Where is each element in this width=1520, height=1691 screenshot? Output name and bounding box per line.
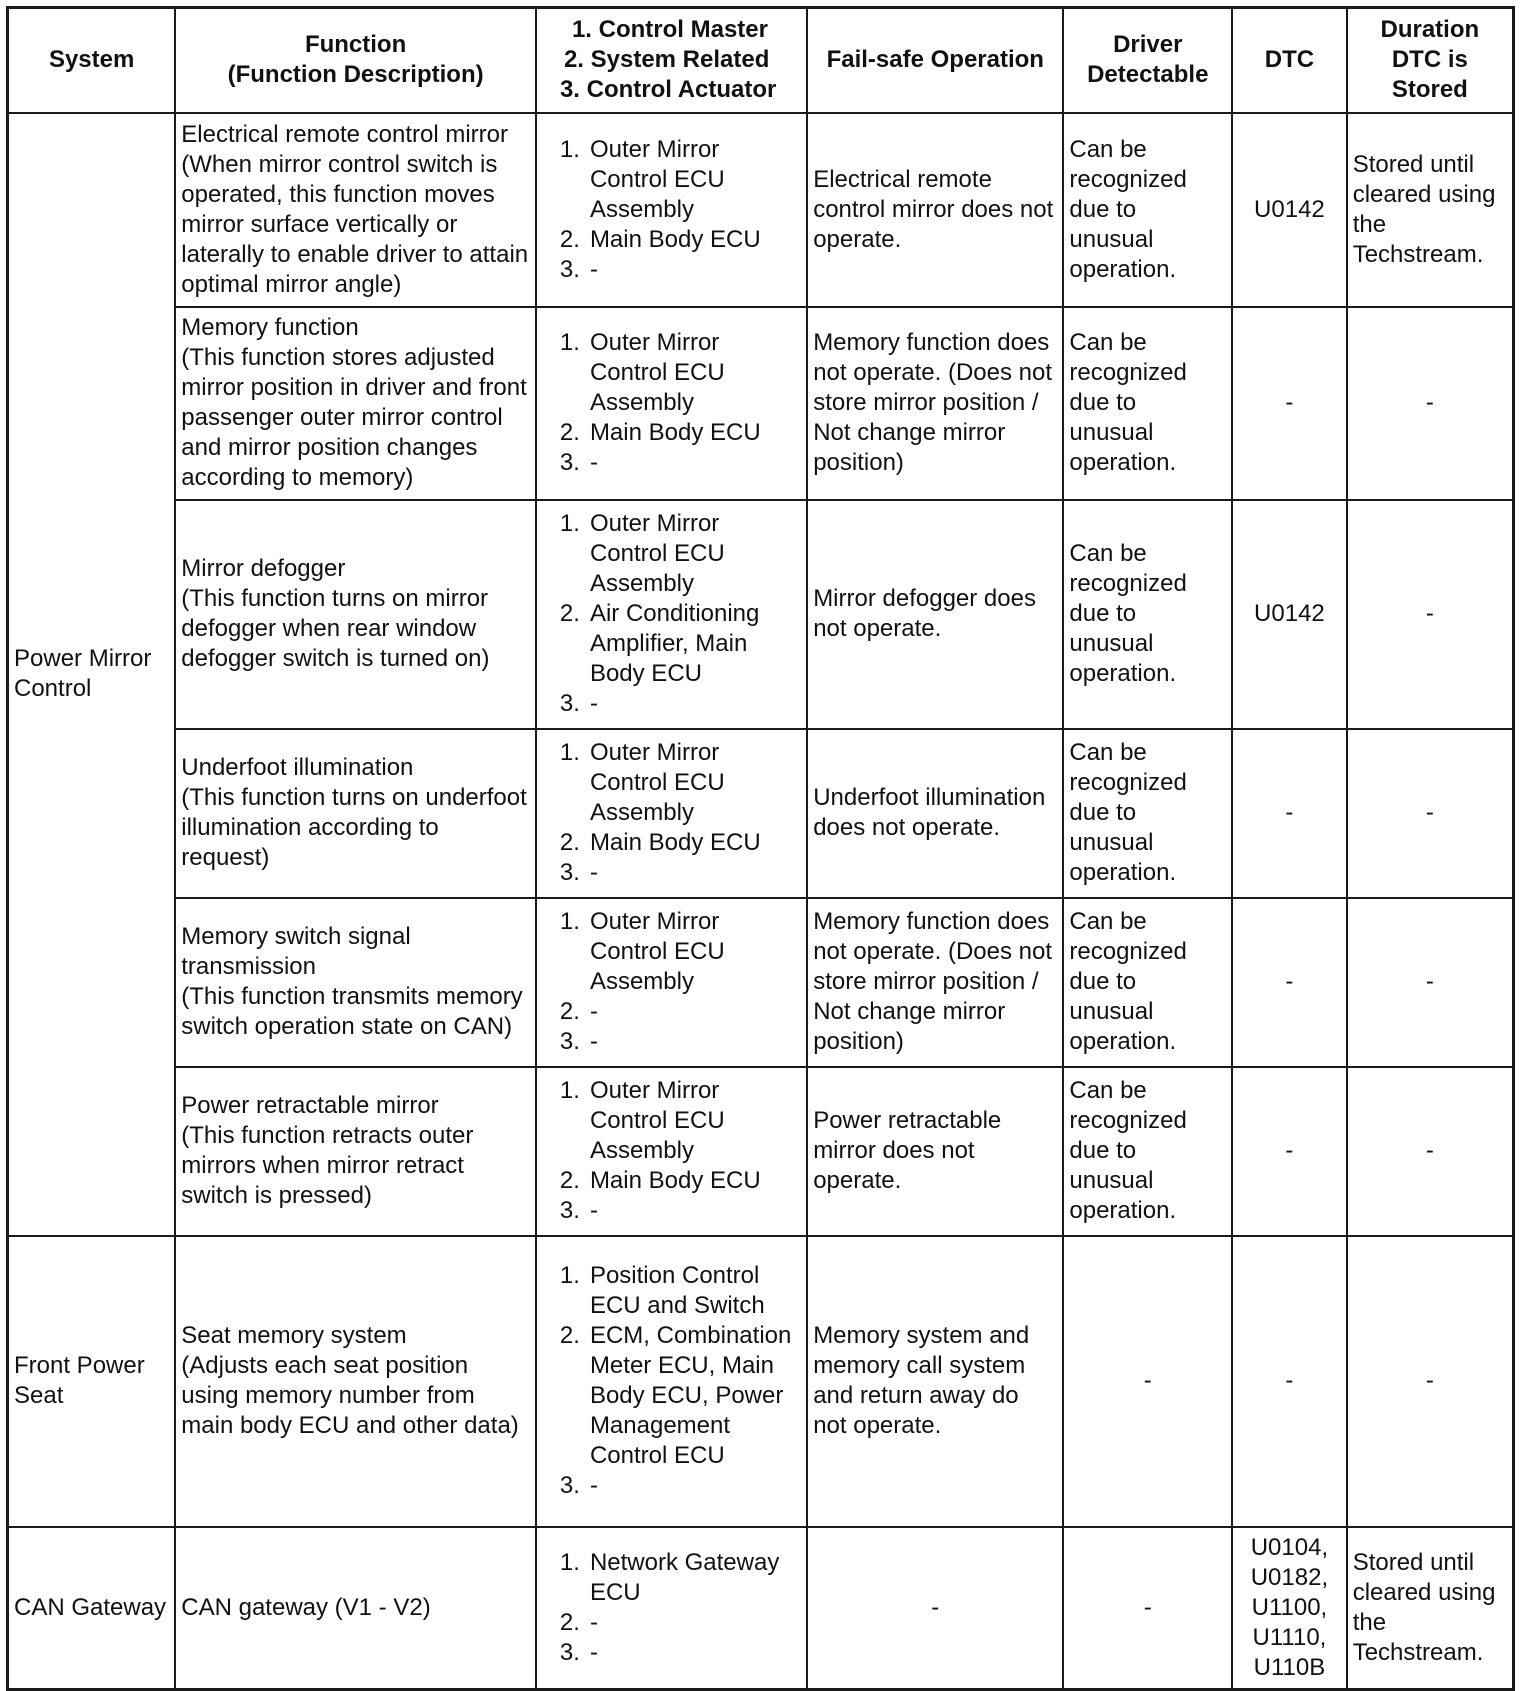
control-item <box>542 1261 801 1321</box>
control-item <box>542 418 801 448</box>
function-title: Seat memory system <box>181 1322 407 1349</box>
dtc-cell: U0142 <box>1232 113 1347 307</box>
control-item <box>542 448 801 478</box>
control-item <box>542 135 801 225</box>
dtc-cell: - <box>1232 307 1347 500</box>
function-description: (This function retracts outer mirrors when mirror retract switch is pressed) <box>181 1122 474 1209</box>
function-description: (When mirror control switch is operated, this function moves mirror surface vertically or laterally to enable driver to attain optimal mirror angle) <box>181 150 529 298</box>
header-dtc: DTC <box>1232 8 1347 113</box>
control-item-text: - <box>589 255 598 283</box>
control-item-number: 1. <box>559 135 580 163</box>
control-item <box>542 1196 801 1226</box>
control-list <box>542 509 801 719</box>
dtc-cell: U0104, U0182, U1100, U1110, U110B <box>1232 1527 1347 1690</box>
control-item-text: - <box>589 690 598 717</box>
control-item <box>542 1166 801 1196</box>
control-item <box>542 689 801 719</box>
control-item-number: 3. <box>559 255 580 283</box>
control-item-number: 1. <box>559 329 580 356</box>
control-item <box>542 1548 801 1608</box>
duration-cell: - <box>1347 1067 1514 1236</box>
control-item-text: Outer Mirror Control ECU Assembly <box>589 739 725 826</box>
header-control-actuator: 3. Control Actuator <box>559 76 777 104</box>
control-item-text: Outer Mirror Control ECU Assembly <box>589 510 725 597</box>
control-item-text: - <box>589 859 598 886</box>
control-item-text: - <box>589 1472 598 1499</box>
control-item-number: 2. <box>559 1608 580 1636</box>
duration-cell: - <box>1347 1236 1514 1527</box>
control-item-text: - <box>589 1028 598 1055</box>
control-item-text: - <box>589 1638 598 1666</box>
function-cell <box>175 729 536 898</box>
control-cell <box>536 1527 807 1690</box>
driver-detectable-cell: Can be recognized due to unusual operation. <box>1063 113 1232 307</box>
control-list <box>542 328 801 478</box>
control-item-text: Outer Mirror Control ECU Assembly <box>589 135 725 223</box>
dtc-cell: U0142 <box>1232 500 1347 729</box>
driver-detectable-cell: Can be recognized due to unusual operation. <box>1063 307 1232 500</box>
control-item-number: 3. <box>559 449 580 476</box>
control-cell <box>536 898 807 1067</box>
failsafe-cell: Memory system and memory call system and return away do not operate. <box>807 1236 1063 1527</box>
header-row <box>8 8 1514 113</box>
control-item-number: 1. <box>559 510 580 537</box>
control-item-text: Main Body ECU <box>589 1167 761 1194</box>
failsafe-cell: Electrical remote control mirror does not operate. <box>807 113 1063 307</box>
control-item-text: Outer Mirror Control ECU Assembly <box>589 1077 725 1164</box>
table-row <box>8 1527 1514 1690</box>
function-title: Memory switch signal transmission <box>181 923 411 980</box>
control-item-number: 2. <box>559 1322 580 1349</box>
failsafe-cell: Power retractable mirror does not operate. <box>807 1067 1063 1236</box>
control-item <box>542 1471 801 1501</box>
driver-detectable-cell: Can be recognized due to unusual operation. <box>1063 1067 1232 1236</box>
table-row <box>8 1067 1514 1236</box>
control-item-text: - <box>589 998 598 1025</box>
system-cell: Front Power Seat <box>8 1236 176 1527</box>
control-item-number: 3. <box>559 1472 580 1499</box>
system-cell: CAN Gateway <box>8 1527 176 1690</box>
header-function-title: Function <box>304 31 407 59</box>
control-item-text: Outer Mirror Control ECU Assembly <box>589 329 725 416</box>
dtc-cell: - <box>1232 729 1347 898</box>
control-item <box>542 255 801 285</box>
control-list <box>542 1076 801 1226</box>
table-row <box>8 113 1514 307</box>
function-description: (This function stores adjusted mirror position in driver and front passenger outer mirror control and mirror position changes according to memory) <box>181 344 527 491</box>
header-system-related: 2. System Related <box>563 46 770 74</box>
control-list <box>542 1548 801 1668</box>
control-item-number: 3. <box>559 1197 580 1224</box>
control-item-text: Air Conditioning Amplifier, Main Body ECU <box>589 600 760 687</box>
function-cell <box>175 113 536 307</box>
control-item <box>542 738 801 828</box>
function-title: CAN gateway (V1 - V2) <box>181 1593 431 1621</box>
failsafe-cell: Mirror defogger does not operate. <box>807 500 1063 729</box>
control-item <box>542 828 801 858</box>
function-cell <box>175 1067 536 1236</box>
control-cell <box>536 500 807 729</box>
header-function-sub: (Function Description) <box>227 61 484 89</box>
control-item <box>542 225 801 255</box>
control-item <box>542 1608 801 1638</box>
control-cell <box>536 1236 807 1527</box>
driver-detectable-cell: Can be recognized due to unusual operation. <box>1063 500 1232 729</box>
driver-detectable-cell: Can be recognized due to unusual operation. <box>1063 729 1232 898</box>
driver-detectable-cell: Can be recognized due to unusual operation. <box>1063 898 1232 1067</box>
function-cell <box>175 1236 536 1527</box>
control-cell <box>536 113 807 307</box>
duration-cell: Stored until cleared using the Techstream. <box>1347 1527 1514 1690</box>
control-item-text: Position Control ECU and Switch <box>589 1262 765 1319</box>
control-item-text: Outer Mirror Control ECU Assembly <box>589 908 725 995</box>
control-item-number: 2. <box>559 1167 580 1194</box>
control-item-number: 2. <box>559 600 580 627</box>
header-system: System <box>8 8 176 113</box>
control-item-number: 3. <box>559 690 580 717</box>
system-cell: Power Mirror Control <box>8 113 176 1236</box>
control-item <box>542 1027 801 1057</box>
control-item-number: 3. <box>559 859 580 886</box>
duration-cell: - <box>1347 500 1514 729</box>
control-list <box>542 738 801 888</box>
duration-cell: - <box>1347 729 1514 898</box>
dtc-cell: - <box>1232 1067 1347 1236</box>
control-list <box>542 135 801 285</box>
function-description: (This function turns on underfoot illumination according to request) <box>181 784 527 871</box>
control-item-text: Main Body ECU <box>589 225 761 253</box>
control-item-number: 3. <box>559 1638 580 1666</box>
control-item <box>542 599 801 689</box>
control-item-text: Main Body ECU <box>589 829 761 856</box>
header-duration: Duration DTC is Stored <box>1347 8 1514 113</box>
header-driver: Driver Detectable <box>1063 8 1232 113</box>
control-item-text: Main Body ECU <box>589 419 761 446</box>
function-description: (This function transmits memory switch operation state on CAN) <box>181 983 523 1040</box>
failsafe-cell: - <box>807 1527 1063 1690</box>
control-item <box>542 1076 801 1166</box>
control-item <box>542 328 801 418</box>
control-item <box>542 907 801 997</box>
control-item-number: 1. <box>559 1077 580 1104</box>
dtc-cell: - <box>1232 1236 1347 1527</box>
function-cell <box>175 1527 536 1690</box>
failsafe-cell: Memory function does not operate. (Does not store mirror position / Not change mirror position) <box>807 307 1063 500</box>
control-item <box>542 1638 801 1668</box>
control-item-number: 1. <box>559 908 580 935</box>
control-item-text: ECM, Combination Meter ECU, Main Body ECU, Power Management Control ECU <box>589 1322 792 1469</box>
control-item-number: 2. <box>559 998 580 1025</box>
function-cell <box>175 500 536 729</box>
control-item-text: - <box>589 1197 598 1224</box>
control-item <box>542 997 801 1027</box>
control-item <box>542 1321 801 1471</box>
control-cell <box>536 1067 807 1236</box>
control-cell <box>536 729 807 898</box>
function-cell <box>175 898 536 1067</box>
function-title: Underfoot illumination <box>181 754 414 781</box>
function-title: Mirror defogger <box>181 555 346 582</box>
control-item-number: 1. <box>559 1548 580 1576</box>
table-row <box>8 307 1514 500</box>
control-item-text: - <box>589 1608 598 1636</box>
duration-cell: - <box>1347 898 1514 1067</box>
control-item-text: Network Gateway ECU <box>589 1548 780 1606</box>
duration-cell: - <box>1347 307 1514 500</box>
failsafe-cell: Memory function does not operate. (Does not store mirror position / Not change mirror position) <box>807 898 1063 1067</box>
table-row <box>8 1236 1514 1527</box>
function-description: (This function turns on mirror defogger when rear window defogger switch is turned on) <box>181 585 490 672</box>
function-title: Memory function <box>181 314 359 341</box>
header-control <box>536 8 807 113</box>
function-description: (Adjusts each seat position using memory number from main body ECU and other data) <box>181 1352 519 1439</box>
control-item <box>542 509 801 599</box>
function-title: Power retractable mirror <box>181 1092 439 1119</box>
control-list <box>542 907 801 1057</box>
table-row <box>8 898 1514 1067</box>
table-row <box>8 500 1514 729</box>
header-control-master: 1. Control Master <box>571 16 768 44</box>
table-row <box>8 729 1514 898</box>
control-item <box>542 858 801 888</box>
dtc-cell: - <box>1232 898 1347 1067</box>
function-cell <box>175 307 536 500</box>
control-list <box>542 1261 801 1501</box>
control-item-number: 2. <box>559 829 580 856</box>
header-function <box>175 8 536 113</box>
dtc-table <box>6 6 1515 1691</box>
control-item-text: - <box>589 449 598 476</box>
control-item-number: 3. <box>559 1028 580 1055</box>
control-cell <box>536 307 807 500</box>
control-item-number: 1. <box>559 1262 580 1289</box>
function-title: Electrical remote control mirror <box>181 120 509 148</box>
driver-detectable-cell: - <box>1063 1236 1232 1527</box>
control-item-number: 2. <box>559 419 580 446</box>
failsafe-cell: Underfoot illumination does not operate. <box>807 729 1063 898</box>
driver-detectable-cell: - <box>1063 1527 1232 1690</box>
control-item-number: 2. <box>559 225 580 253</box>
header-failsafe: Fail-safe Operation <box>807 8 1063 113</box>
duration-cell: Stored until cleared using the Techstream. <box>1347 113 1514 307</box>
control-item-number: 1. <box>559 739 580 766</box>
